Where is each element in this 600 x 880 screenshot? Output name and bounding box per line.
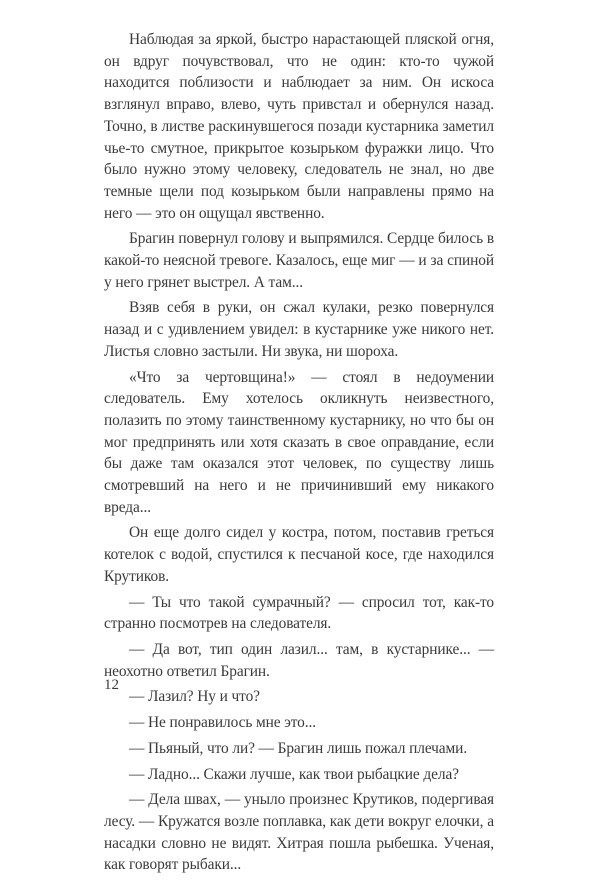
dialogue-line-5: — Пьяный, что ли? — Брагин лишь пожал плечами. — [129, 739, 468, 757]
paragraph-3: Взяв себя в руки, он сжал кулаки, резко повернулся назад и с удивлением увидел: в кустарнике уже никого нет. Листья словно застыли. Ни звука, ни шороха. — [104, 299, 494, 360]
dialogue-line-4: — Не понравилось мне это... — [129, 714, 317, 732]
dialogue-line-1: — Ты что такой сумрачный? — спросил тот, как-то странно посмотрев на следователя. — [104, 593, 494, 633]
paragraph-4: «Что за чертовщина!» — стоял в недоумении следователь. Ему хотелось окликнуть неизвестного, полазить по этому таинственному кустарнику, но что бы он мог предпринять или хотя сказать в свое оправдание, если бы даже там оказался этот человек, по существу лишь смотревший на него и не причинивший ему никакого вреда... — [104, 368, 494, 516]
paragraph-2: Брагин повернул голову и выпрямился. Сердце билось в какой-то неясной тревоге. Казалось, еще миг — и за спиной у него грянет выстрел. А там... — [104, 230, 494, 291]
body-text — [104, 29, 494, 880]
paragraph-5: Он еще долго сидел у костра, потом, поставив греться котелок с водой, спустился к песчаной косе, где находился Крутиков. — [104, 524, 494, 585]
dialogue-line-7: — Дела швах, — уныло произнес Крутиков, подергивая лесу. — Кружатся возле поплавка, как дети вокруг елочки, а насадки словно не видят. Хитрая пошла рыбешка. Ученая, как говорят рыбаки... — [104, 791, 494, 874]
dialogue-line-6: — Ладно... Скажи лучше, как твои рыбацкие дела? — [129, 765, 459, 783]
dialogue-line-2: — Да вот, тип один лазил... там, в кустарнике... — неохотно ответил Брагин. — [104, 640, 494, 680]
paragraph-1: Наблюдая за яркой, быстро нарастающей пляской огня, он вдруг почувствовал, что не один: кто-то чужой находится поблизости и наблюдает за ним. Он искоса взглянул вправо, влево, чуть привстал и обернулся назад. Точно, в листве раскинувшегося позади кустарника заметил чье-то смутное, прикрытое козырьком фуражки лицо. Что было нужно этому человеку, следователь не знал, но две темные щели под козырьком были направлены прямо на него — это он ощущал явственно. — [104, 31, 494, 222]
page-number: 12 — [104, 677, 119, 693]
dialogue-line-3: — Лазил? Ну и что? — [129, 688, 260, 706]
